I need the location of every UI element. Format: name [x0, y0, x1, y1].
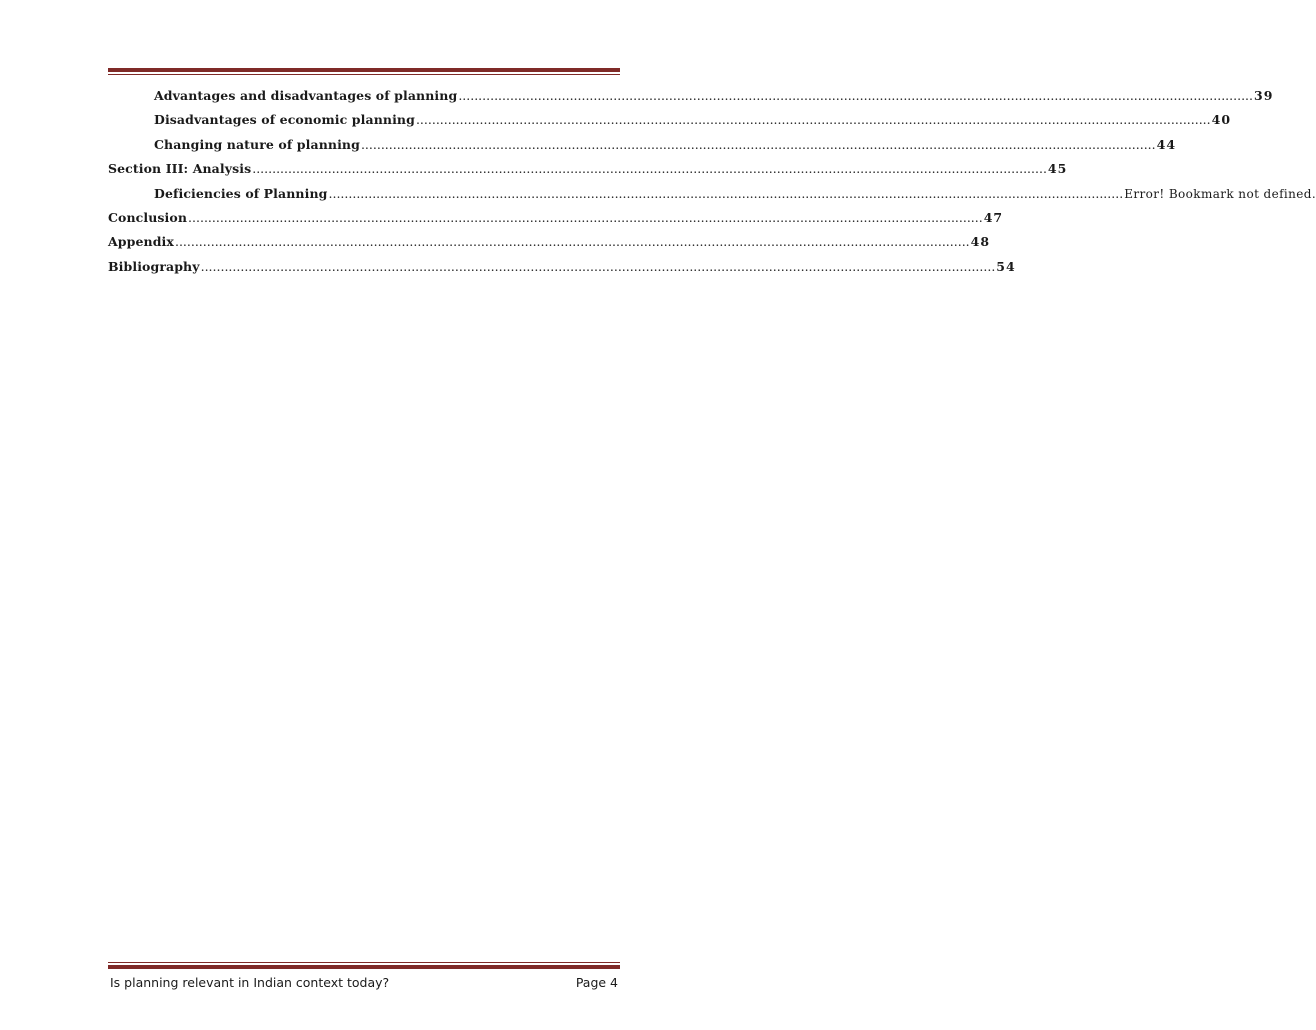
toc-entry-label: Bibliography [108, 258, 200, 274]
toc-leader-dots: ........................................................................................................................................................................................................ [188, 209, 983, 225]
toc-entry-label: Conclusion [108, 209, 188, 225]
toc-entry-page: 44 [1156, 136, 1177, 152]
footer-document-title: Is planning relevant in Indian context today? [110, 975, 390, 990]
footer-rule [108, 962, 620, 969]
header-rule [108, 68, 620, 75]
toc-entry-page: 39 [1254, 88, 1274, 103]
toc-entry-conclusion[interactable] [108, 209, 1004, 234]
toc-entry-changing-nature[interactable] [108, 136, 1177, 161]
toc-entry-section-iii-analysis[interactable] [108, 161, 1068, 185]
toc-entry-disadvantages-economic-planning[interactable] [108, 112, 1232, 136]
toc-entry-deficiencies-of-planning[interactable] [108, 185, 1316, 210]
toc-entry-label: Disadvantages of economic planning [154, 112, 415, 128]
header-rule-thick [108, 68, 620, 72]
toc-entry-page: 47 [983, 209, 1004, 225]
footer-rule-thick [108, 965, 620, 969]
toc-entry-appendix[interactable] [108, 234, 991, 258]
toc-leader-dots: ........................................................................................................................................................................................................ [200, 258, 996, 274]
footer-page-number: Page 4 [575, 975, 618, 990]
toc-entry-page: 45 [1047, 161, 1068, 177]
page-footer [110, 975, 618, 990]
toc-leader-dots: ........................................................................................................................................................................................................ [415, 112, 1211, 128]
toc-entry-page: 54 [996, 258, 1016, 274]
toc-entry-page: 48 [970, 234, 991, 250]
table-of-contents [108, 88, 1316, 283]
toc-leader-dots: ........................................................................................................................................................................................................ [252, 161, 1047, 177]
toc-leader-dots: ........................................................................................................................................................................................................ [360, 136, 1156, 152]
toc-entry-page: 40 [1211, 112, 1232, 128]
footer-rule-thin [108, 962, 620, 963]
toc-entry-label: Advantages and disadvantages of planning [154, 88, 458, 103]
toc-entry-bookmark-error: Error! Bookmark not defined. [1124, 186, 1316, 201]
header-rule-thin [108, 74, 620, 75]
toc-leader-dots: ........................................................................................................................................................................................................ [174, 234, 970, 250]
toc-entry-label: Section III: Analysis [108, 161, 252, 177]
toc-entry-label: Changing nature of planning [154, 136, 360, 152]
toc-leader-dots: ........................................................................................................................................................................................................ [328, 185, 1124, 201]
toc-entry-advantages-disadvantages[interactable] [108, 88, 1274, 112]
toc-entry-bibliography[interactable] [108, 258, 1016, 283]
toc-leader-dots: ........................................................................................................................................................................................................ [458, 88, 1253, 103]
toc-entry-label: Appendix [108, 234, 174, 250]
toc-entry-label: Deficiencies of Planning [154, 185, 328, 201]
